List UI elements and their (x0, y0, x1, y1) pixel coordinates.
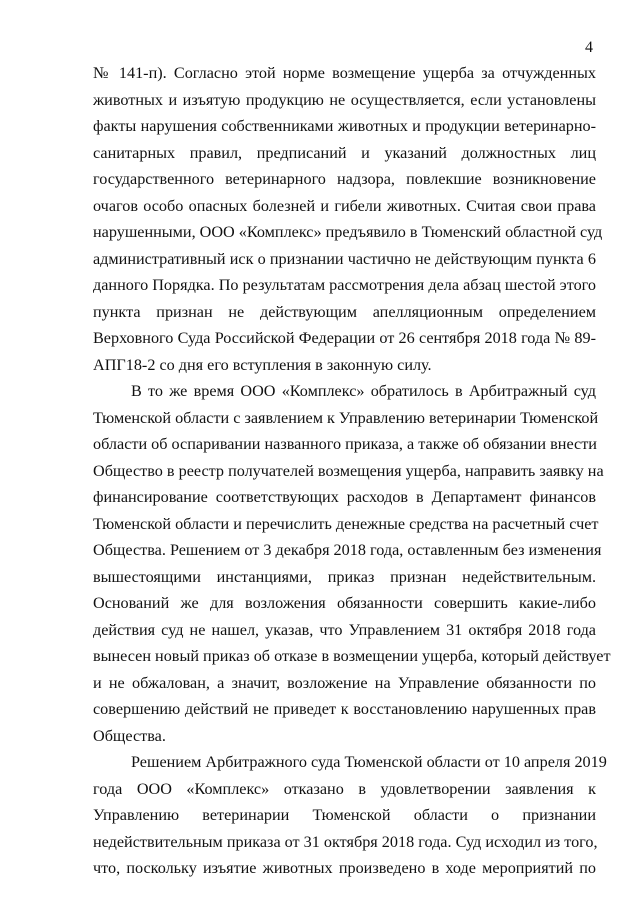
paragraph (93, 60, 603, 378)
text-line: государственного ветеринарного надзора, повлекшие возникновение (93, 170, 596, 188)
text-line: Тюменской области с заявлением к Управлению ветеринарии Тюменской (93, 408, 599, 427)
text-line: административный иск о признании частично не действующим пункта 6 (93, 249, 596, 268)
page-number: 4 (585, 39, 593, 56)
text-line: АПГ18-2 со дня его вступления в законную силу. (93, 355, 432, 374)
text-line: В то же время ООО «Комплекс» обратилось в Арбитражный суд (131, 382, 596, 400)
paragraph (93, 749, 607, 882)
text-line: вышестоящими инстанциями, приказ признан недействительным. (93, 567, 596, 586)
document-body (93, 60, 611, 882)
text-line: Тюменской области и перечислить денежные средства на расчетный счет (93, 514, 599, 533)
text-line: Общества. (93, 726, 166, 745)
text-line: Верховного Суда Российской Федерации от 26 сентября 2018 года № 89- (93, 329, 596, 347)
paragraph (93, 378, 611, 749)
text-line: совершению действий не приведет к восстановлению нарушенных прав (93, 700, 596, 718)
text-line: Управлению ветеринарии Тюменской области о признании (93, 806, 596, 824)
text-line: пункта признан не действующим апелляционным определением (93, 302, 596, 321)
text-line: года ООО «Комплекс» отказано в удовлетворении заявления к (93, 779, 596, 798)
text-line: Общества. Решением от 3 декабря 2018 года, оставленным без изменения (93, 541, 602, 559)
text-line: животных и изъятую продукцию не осуществляется, если установлены (93, 90, 596, 109)
text-line: вынесен новый приказ об отказе в возмещении ущерба, который действует (93, 647, 611, 665)
text-line: данного Порядка. По результатам рассмотрения дела абзац шестой этого (93, 276, 596, 294)
text-line: действия суд не нашел, указав, что Управлением 31 октября 2018 года (93, 620, 596, 639)
text-line: финансирование соответствующих расходов в Департамент финансов (93, 488, 596, 506)
text-line: недействительным приказа от 31 октября 2018 года. Суд исходил из того, (93, 832, 598, 851)
text-line: нарушенными, ООО «Комплекс» предъявило в Тюменский областной суд (93, 223, 603, 241)
text-line: Оснований же для возложения обязанности совершить какие-либо (93, 594, 596, 612)
text-line: Общество в реестр получателей возмещения ущерба, направить заявку на (93, 461, 604, 480)
text-line: что, поскольку изъятие животных произведено в ходе мероприятий по (93, 859, 596, 877)
text-line: очагов особо опасных болезней и гибели животных. Считая свои права (93, 196, 596, 215)
text-line: санитарных правил, предписаний и указаний должностных лиц (93, 143, 596, 162)
text-line: факты нарушения собственниками животных и продукции ветеринарно- (93, 117, 596, 135)
text-line: области об оспаривании названного приказа, а также об обязании внести (93, 435, 597, 453)
text-line: № 141-п). Согласно этой норме возмещение ущерба за отчужденных (93, 64, 596, 82)
text-line: Решением Арбитражного суда Тюменской области от 10 апреля 2019 (131, 753, 607, 771)
text-line: и не обжалован, а значит, возложение на Управление обязанности по (93, 673, 596, 692)
